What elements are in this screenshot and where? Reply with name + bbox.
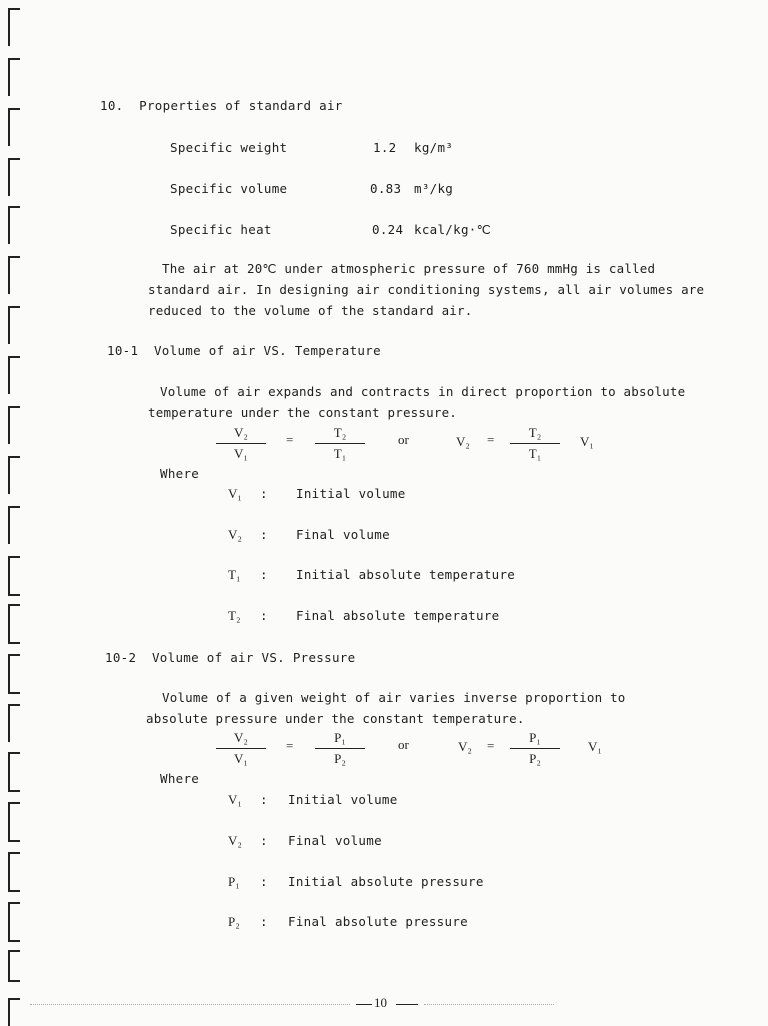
property-unit: m³/kg bbox=[414, 181, 454, 196]
definition-symbol: T₂ bbox=[228, 608, 241, 623]
subsection-paragraph bbox=[148, 381, 685, 423]
subsection-heading bbox=[105, 650, 355, 665]
multiplier-symbol: V₁ bbox=[588, 739, 602, 754]
fraction-rhs bbox=[315, 425, 365, 463]
definition-meaning: Initial absolute temperature bbox=[296, 567, 516, 582]
fraction-denominator: T₁ bbox=[528, 446, 542, 461]
subsection-title: Volume of air VS. Temperature bbox=[153, 343, 381, 358]
scan-noise bbox=[424, 1004, 554, 1005]
equals-sign: = bbox=[487, 738, 495, 753]
definition-meaning: Final volume bbox=[288, 833, 382, 848]
definition-meaning: Initial volume bbox=[296, 486, 406, 501]
multiplier-symbol: V₁ bbox=[580, 434, 594, 449]
paragraph-line: The air at 20℃ under atmospheric pressure of 760 mmHg is called bbox=[162, 261, 656, 276]
footer-rule-left bbox=[356, 1004, 372, 1005]
definition-meaning: Final absolute temperature bbox=[296, 608, 500, 623]
definition-meaning: Initial volume bbox=[288, 792, 398, 807]
where-label: Where bbox=[160, 771, 200, 786]
definition-colon: : bbox=[260, 567, 268, 582]
definition-symbol: V₂ bbox=[228, 833, 242, 848]
definition-colon: : bbox=[260, 874, 268, 889]
fraction-bar bbox=[315, 748, 365, 749]
fraction-result bbox=[510, 425, 560, 463]
definition-meaning: Final volume bbox=[296, 527, 390, 542]
fraction-lhs bbox=[216, 730, 266, 768]
subsection-heading bbox=[107, 343, 381, 358]
definition-symbol: V₁ bbox=[228, 792, 242, 807]
subsection-number: 10-1 bbox=[107, 343, 139, 358]
paragraph-line: absolute pressure under the constant temperature. bbox=[146, 711, 525, 726]
subsection-paragraph bbox=[146, 687, 626, 729]
equals-sign: = bbox=[286, 738, 294, 753]
paragraph-line: temperature under the constant pressure. bbox=[148, 405, 458, 420]
fraction-numerator: T₂ bbox=[528, 425, 542, 440]
fraction-denominator: T₁ bbox=[333, 446, 347, 461]
property-unit: kcal/kg·℃ bbox=[414, 222, 491, 237]
paragraph-line: Volume of a given weight of air varies inverse proportion to bbox=[162, 690, 626, 705]
property-value: 1.2 bbox=[373, 140, 397, 155]
definition-symbol: P₂ bbox=[228, 914, 240, 929]
definition-meaning: Final absolute pressure bbox=[288, 914, 468, 929]
fraction-denominator: V₁ bbox=[234, 446, 248, 461]
fraction-bar bbox=[216, 748, 266, 749]
property-name: Specific heat bbox=[170, 222, 272, 237]
fraction-rhs bbox=[315, 730, 365, 768]
scan-noise bbox=[30, 1004, 350, 1005]
page-number: 10 bbox=[374, 995, 387, 1010]
definition-colon: : bbox=[260, 792, 268, 807]
paragraph-line: Volume of air expands and contracts in direct proportion to absolute bbox=[160, 384, 686, 399]
definition-colon: : bbox=[260, 833, 268, 848]
or-word: or bbox=[398, 737, 409, 752]
paragraph-line: standard air. In designing air conditioning systems, all air volumes are bbox=[148, 282, 705, 297]
property-name: Specific weight bbox=[170, 140, 288, 155]
fraction-denominator: V₁ bbox=[234, 751, 248, 766]
result-symbol: V₂ bbox=[458, 739, 472, 754]
fraction-numerator: P₁ bbox=[529, 730, 541, 745]
footer-rule-right bbox=[396, 1004, 418, 1005]
where-label: Where bbox=[160, 466, 200, 481]
equals-sign: = bbox=[286, 432, 294, 447]
fraction-denominator: P₂ bbox=[334, 751, 346, 766]
definition-symbol: P₁ bbox=[228, 874, 240, 889]
definition-colon: : bbox=[260, 914, 268, 929]
intro-paragraph bbox=[148, 258, 704, 321]
fraction-result bbox=[510, 730, 560, 768]
or-word: or bbox=[398, 432, 409, 447]
fraction-numerator: V₂ bbox=[234, 425, 248, 440]
fraction-numerator: P₁ bbox=[334, 730, 346, 745]
property-value: 0.83 bbox=[370, 181, 402, 196]
property-name: Specific volume bbox=[170, 181, 288, 196]
definition-meaning: Initial absolute pressure bbox=[288, 874, 484, 889]
section-heading bbox=[100, 98, 343, 113]
fraction-numerator: T₂ bbox=[333, 425, 347, 440]
fraction-numerator: V₂ bbox=[234, 730, 248, 745]
subsection-title: Volume of air VS. Pressure bbox=[151, 650, 356, 665]
equals-sign: = bbox=[487, 432, 495, 447]
property-value: 0.24 bbox=[372, 222, 404, 237]
fraction-lhs bbox=[216, 425, 266, 463]
definition-colon: : bbox=[260, 608, 268, 623]
definition-symbol: V₂ bbox=[228, 527, 242, 542]
section-title: Properties of standard air bbox=[139, 98, 343, 113]
fraction-bar bbox=[510, 748, 560, 749]
subsection-number: 10-2 bbox=[105, 650, 137, 665]
definition-colon: : bbox=[260, 527, 268, 542]
definition-symbol: T₁ bbox=[228, 567, 241, 582]
fraction-bar bbox=[216, 443, 266, 444]
property-unit: kg/m³ bbox=[414, 140, 454, 155]
fraction-bar bbox=[510, 443, 560, 444]
definition-symbol: V₁ bbox=[228, 486, 242, 501]
section-number: 10. bbox=[100, 98, 124, 113]
paragraph-line: reduced to the volume of the standard air. bbox=[148, 303, 473, 318]
fraction-denominator: P₂ bbox=[529, 751, 541, 766]
fraction-bar bbox=[315, 443, 365, 444]
result-symbol: V₂ bbox=[456, 434, 470, 449]
definition-colon: : bbox=[260, 486, 268, 501]
